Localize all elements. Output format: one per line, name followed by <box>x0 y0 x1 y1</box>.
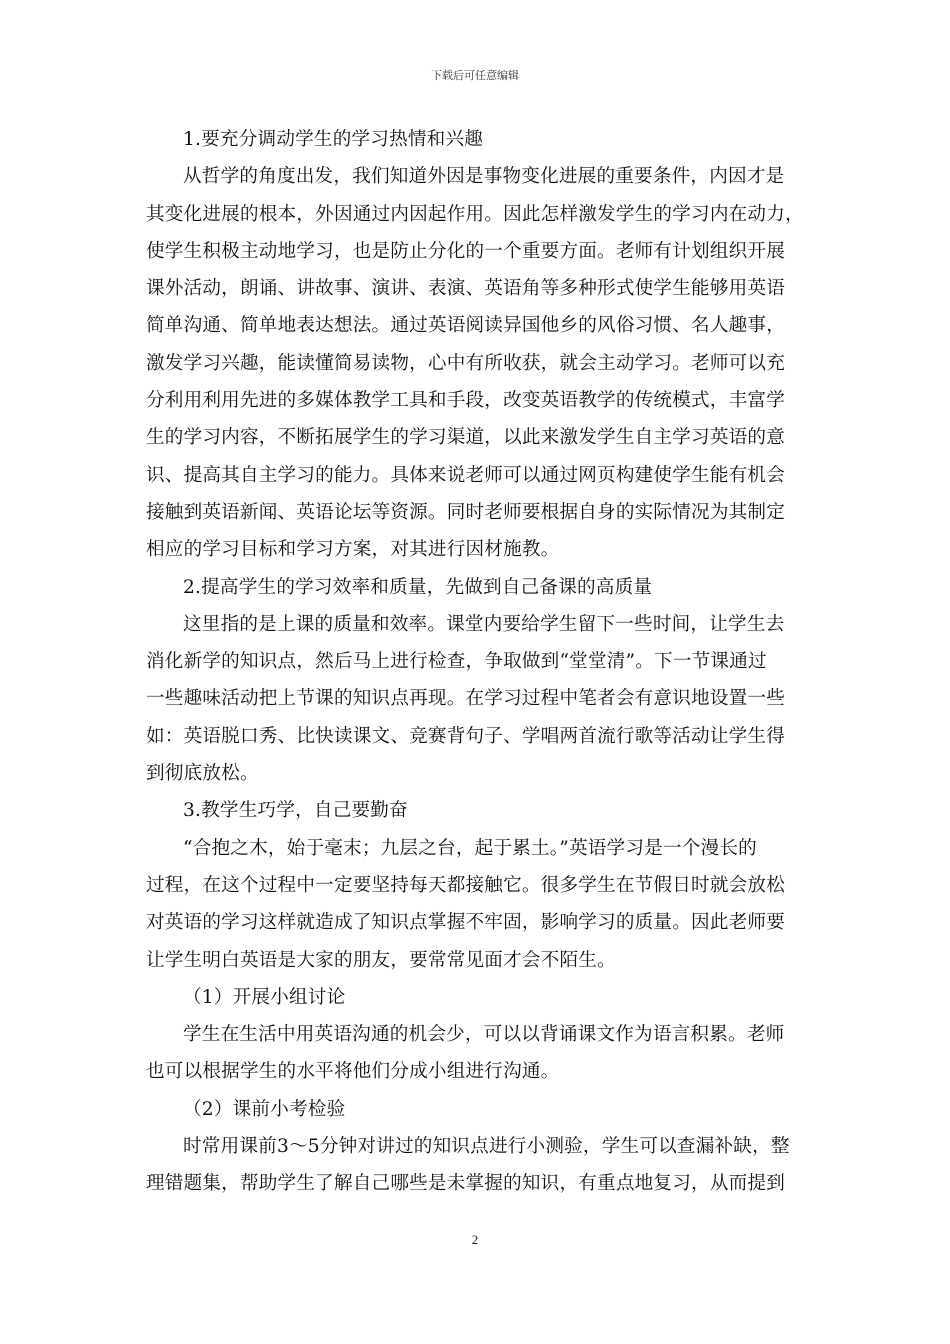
text-line: 对英语的学习这样就造成了知识点掌握不牢固，影响学习的质量。因此老师要 <box>146 912 785 934</box>
text-line: 课外活动，朗诵、讲故事、演讲、表演、英语角等多种形式使学生能够用英语 <box>146 278 785 300</box>
text-line: 2.提高学生的学习效率和质量，先做到自己备课的高质量 <box>183 576 653 598</box>
text-line: （2）课前小考检验 <box>183 1098 346 1120</box>
page-number: 2 <box>471 1232 479 1247</box>
text-line: 识、提高其自主学习的能力。具体来说老师可以通过网页构建使学生能有机会 <box>146 464 785 486</box>
document-body <box>146 121 808 1203</box>
text-line: 时常用课前3～5分钟对讲过的知识点进行小测验，学生可以查漏补缺，整 <box>183 1136 790 1158</box>
text-line: 理错题集，帮助学生了解自己哪些是未掌握的知识，有重点地复习，从而提到 <box>146 1173 785 1195</box>
text-line: 从哲学的角度出发，我们知道外因是事物变化进展的重要条件，内因才是 <box>183 166 785 188</box>
text-line: 其变化进展的根本，外因通过内因起作用。因此怎样激发学生的学习内在动力， <box>146 203 804 225</box>
text-line: 生的学习内容，不断拓展学生的学习渠道，以此来激发学生自主学习英语的意 <box>146 427 785 449</box>
text-line: 消化新学的知识点，然后马上进行检查，争取做到“堂堂清”。下一节课通过 <box>146 651 767 673</box>
page-header: 下载后可任意编辑 <box>431 69 519 82</box>
text-line: 如：英语脱口秀、比快读课文、竞赛背句子、学唱两首流行歌等活动让学生得 <box>146 725 785 747</box>
text-line: 也可以根据学生的水平将他们分成小组进行沟通。 <box>146 1061 560 1083</box>
text-line: 一些趣味活动把上节课的知识点再现。在学习过程中笔者会有意识地设置一些 <box>146 688 785 710</box>
text-line: 1.要充分调动学生的学习热情和兴趣 <box>183 129 484 150</box>
text-line: 分利用利用先进的多媒体教学工具和手段，改变英语教学的传统模式，丰富学 <box>146 390 785 412</box>
text-line: “合抱之木，始于毫末；九层之台，起于累土。”英语学习是一个漫长的 <box>183 837 757 859</box>
text-line: 简单沟通、简单地表达想法。通过英语阅读异国他乡的风俗习惯、名人趣事， <box>146 315 785 337</box>
text-line: 让学生明白英语是大家的朋友，要常常见面才会不陌生。 <box>146 949 616 971</box>
text-line: 激发学习兴趣，能读懂简易读物，心中有所收获，就会主动学习。老师可以充 <box>146 352 785 374</box>
text-line: 这里指的是上课的质量和效率。课堂内要给学生留下一些时间，让学生去 <box>183 613 785 635</box>
text-line: 过程，在这个过程中一定要坚持每天都接触它。很多学生在节假日时就会放松 <box>146 874 785 896</box>
text-line: 3.教学生巧学，自己要勤奋 <box>183 800 408 822</box>
text-line: 相应的学习目标和学习方案，对其进行因材施教。 <box>146 539 560 561</box>
text-line: 接触到英语新闻、英语论坛等资源。同时老师要根据自身的实际情况为其制定 <box>146 501 785 523</box>
text-line: 使学生积极主动地学习，也是防止分化的一个重要方面。老师有计划组织开展 <box>146 240 785 262</box>
text-line: 到彻底放松。 <box>146 763 259 785</box>
text-line: 学生在生活中用英语沟通的机会少，可以以背诵课文作为语言积累。老师 <box>183 1024 785 1046</box>
text-line: （1）开展小组讨论 <box>183 986 346 1008</box>
